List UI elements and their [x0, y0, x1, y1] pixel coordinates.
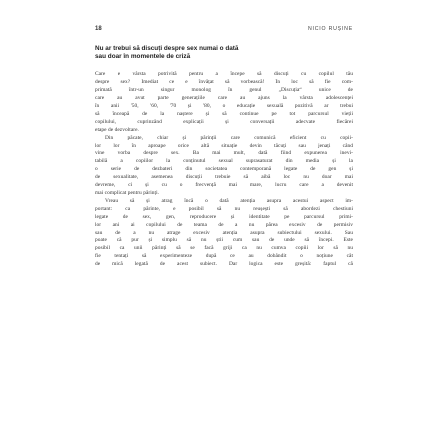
- text-line: Din păcate, chiar și părinții care comunică eficient cu copii-: [105, 134, 353, 141]
- text-line: Care e vârsta potrivită pentru a începe să discuți cu copilul tău: [95, 71, 353, 78]
- text-line: care au avut parte generațiile care au ajuns la vârsta adolescenței: [95, 95, 353, 102]
- text-line: legate de sex, gen, reproducere și identitate pe parcursul primi-: [95, 213, 353, 220]
- page-number: 18: [95, 26, 102, 32]
- paragraph-1: [95, 71, 353, 134]
- text-line: de mică legată de acest subiect. Dar logica este greșită: faptul că: [95, 261, 353, 268]
- text-line: poate că pur și simplu să nu știi cum sau de unde să începi. Este: [95, 237, 353, 244]
- page-content: [95, 45, 353, 270]
- text-line: devreme, ci și cu o frecvență mai mare, lucru care a devenit: [95, 182, 353, 189]
- text-line: etape de dezvoltare.: [95, 126, 139, 133]
- text-line: posibil ca unii părinți să se facă griji ca nu cumva copiii lor să nu: [95, 245, 353, 252]
- text-line: vine vorba despre sex. Ba mai mult, dată fiind expunerea inevi-: [95, 150, 353, 157]
- text-line: o serie de dezbateri din societatea contemporană legate de gen și: [95, 166, 353, 173]
- text-line: portant: ca părinte, e posibil să nu reușești să abordezi chestiuni: [95, 205, 353, 212]
- text-line: de sexualitate, asemenea discuții trebuie să aibă loc nu doar mai: [95, 174, 353, 181]
- text-line: fie tentați să experimenteze după ce au dobândit o noțiune cât: [95, 253, 353, 260]
- text-line: sau de a nu atrage excesiv atenția asupra subiectului sexului. Sau: [95, 229, 353, 236]
- text-line: Vreau să și atrag încă o dată atenția asupra acestui aspect im-: [105, 197, 353, 204]
- text-line: tabilă a copiilor la conținutul sexual suprasaturat din media și la: [95, 158, 353, 165]
- page-header: [95, 26, 353, 32]
- paragraph-3: [95, 198, 353, 269]
- text-line: primată într-un singur monolog în genul „Discuția“ unice de: [95, 87, 353, 94]
- section-title: Nu ar trebui să discuți despre sex numai o dată sau doar în momentele de criză: [95, 45, 239, 61]
- text-line: în anii '50, '60, '70 și '80, o educație sexuală pozitivă ar trebui: [95, 103, 353, 110]
- text-line: să înceapă de la naștere și să continue pe tot parcursul vieții: [95, 110, 353, 117]
- running-head: NICIO RUȘINE: [307, 26, 353, 32]
- text-line: despre sex? Imediat ce e învățat să vorbească! În loc să fie com-: [95, 79, 353, 86]
- text-line: lor ani ai copilului de teama de a nu părea excesiv de permisiv: [95, 221, 353, 228]
- text-line: lor lor în aproape orice altă situație devin tăcuți sau jenați când: [95, 142, 353, 149]
- text-line: copilului, cuprinzând explicații și conversații adecvate fiecărei: [95, 118, 353, 125]
- paragraph-2: [95, 135, 353, 198]
- body-text: [95, 71, 353, 269]
- text-line: mai complicat pentru părinți.: [95, 190, 160, 196]
